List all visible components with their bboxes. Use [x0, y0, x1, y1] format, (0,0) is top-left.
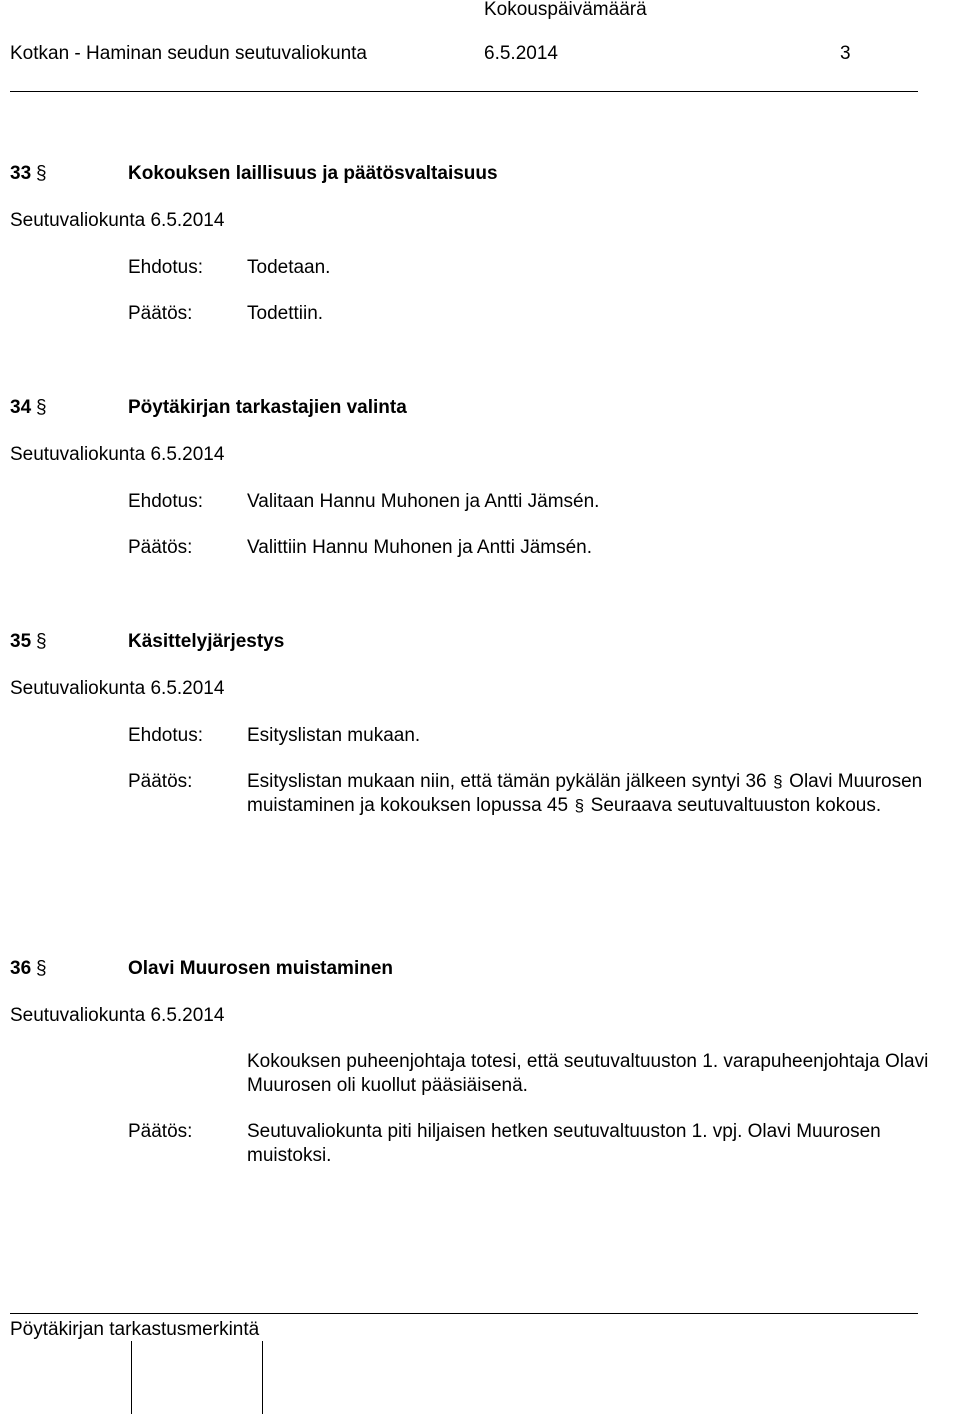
signature-box-line-2 — [262, 1341, 263, 1414]
section-35-proposal-label: Ehdotus: — [128, 725, 203, 746]
section-36-body: Seutuvaliokunta 6.5.2014 — [10, 1005, 225, 1026]
section-36-decision: Seutuvaliokunta piti hiljaisen hetken seutuvaltuuston 1. vpj. Olavi Muurosen muistoksi. — [247, 1121, 881, 1166]
section-35-proposal: Esityslistan mukaan. — [247, 725, 421, 746]
section-36-statement: Kokouksen puheenjohtaja totesi, että seutuvaltuuston 1. varapuheenjohtaja Olavi Muurosen oli kuollut pääsiäisenä. — [247, 1051, 929, 1096]
section-34-title: Pöytäkirjan tarkastajien valinta — [128, 397, 407, 418]
section-34-proposal: Valitaan Hannu Muhonen ja Antti Jämsén. — [247, 491, 600, 512]
section-35-decision-text-1: Esityslistan mukaan niin, että tämän pykälän jälkeen syntyi 36 — [247, 771, 767, 792]
section-34-decision: Valittiin Hannu Muhonen ja Antti Jämsén. — [247, 537, 593, 558]
section-33-proposal-label: Ehdotus: — [128, 257, 203, 278]
header-divider — [10, 91, 918, 92]
footer-divider — [10, 1313, 918, 1314]
signature-box-line-1 — [131, 1341, 132, 1414]
section-34-number: 34 — [10, 397, 32, 418]
footer-label: Pöytäkirjan tarkastusmerkintä — [10, 1319, 260, 1340]
section-36-symbol: § — [36, 958, 47, 979]
section-symbol-ref-36: § — [773, 772, 783, 791]
section-36-number: 36 — [10, 958, 32, 979]
section-35-decision-text-3: Seuraava seutuvaltuuston kokous. — [590, 795, 882, 816]
section-33-symbol: § — [36, 163, 47, 184]
section-35-symbol: § — [36, 631, 47, 652]
section-36-decision-label: Päätös: — [128, 1121, 193, 1142]
section-33-title: Kokouksen laillisuus ja päätösvaltaisuus — [128, 163, 498, 184]
section-34-decision-label: Päätös: — [128, 537, 193, 558]
header-date-label: Kokouspäivämäärä — [484, 0, 647, 20]
section-34-proposal-label: Ehdotus: — [128, 491, 203, 512]
section-33-body: Seutuvaliokunta 6.5.2014 — [10, 210, 225, 231]
section-34-symbol: § — [36, 397, 47, 418]
section-symbol-ref-45: § — [574, 796, 585, 815]
section-35-decision — [247, 770, 947, 818]
section-33-number: 33 — [10, 163, 32, 184]
section-35-title: Käsittelyjärjestys — [128, 631, 285, 652]
header-organization: Kotkan - Haminan seudun seutuvaliokunta — [10, 43, 368, 64]
section-35-decision-label: Päätös: — [128, 771, 193, 792]
section-33-decision: Todettiin. — [247, 303, 324, 324]
section-36-title: Olavi Muurosen muistaminen — [128, 958, 393, 979]
page-number: 3 — [840, 43, 851, 64]
section-35-body: Seutuvaliokunta 6.5.2014 — [10, 678, 225, 699]
section-35-number: 35 — [10, 631, 32, 652]
section-33-proposal: Todetaan. — [247, 257, 331, 278]
header-date: 6.5.2014 — [484, 43, 558, 64]
section-34-body: Seutuvaliokunta 6.5.2014 — [10, 444, 225, 465]
section-35-decision-text-2: Olavi Muurosen muistaminen ja kokouksen lopussa 45 — [247, 771, 923, 816]
section-33-decision-label: Päätös: — [128, 303, 193, 324]
